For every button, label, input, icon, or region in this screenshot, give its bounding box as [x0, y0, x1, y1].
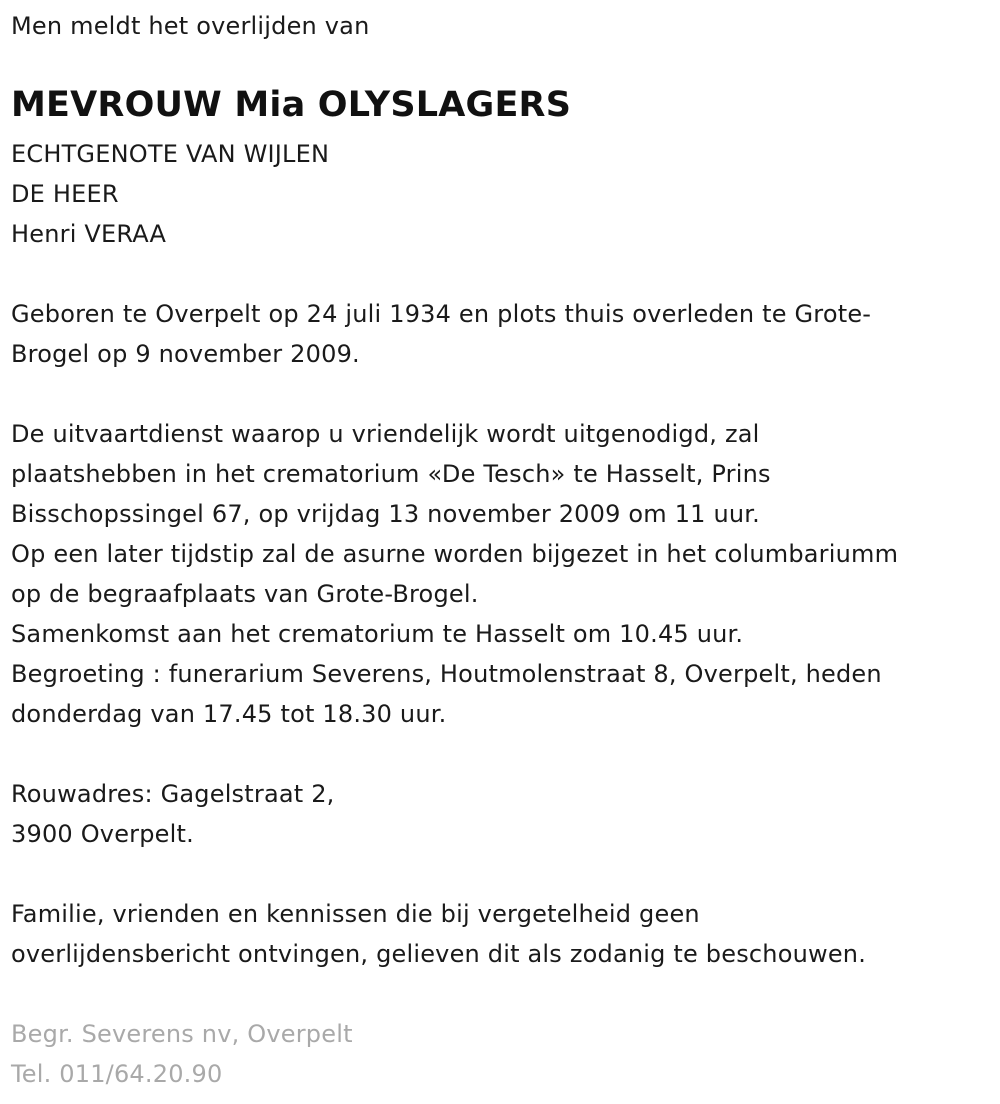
deceased-name: MEVROUW Mia OLYSLAGERS	[11, 85, 572, 125]
funeral-home-phone: Tel. 011/64.20.90	[11, 1060, 223, 1088]
spouse-line: DE HEER	[11, 180, 119, 208]
service-line: De uitvaartdienst waarop u vriendelijk wordt uitgenodigd, zal	[11, 420, 760, 448]
address-line: 3900 Overpelt.	[11, 820, 194, 848]
service-line: plaatshebben in het crematorium «De Tesch» te Hasselt, Prins	[11, 460, 771, 488]
funeral-home-name: Begr. Severens nv, Overpelt	[11, 1020, 353, 1048]
intro-text: Men meldt het overlijden van	[11, 12, 370, 40]
family-note-line: overlijdensbericht ontvingen, gelieven dit als zodanig te beschouwen.	[11, 940, 867, 968]
birth-death-paragraph	[11, 294, 871, 374]
service-line: Op een later tijdstip zal de asurne worden bijgezet in het columbariumm	[11, 540, 899, 568]
spouse-line: ECHTGENOTE VAN WIJLEN	[11, 140, 330, 168]
spouse-line: Henri VERAA	[11, 220, 167, 248]
birth-death-line: Brogel op 9 november 2009.	[11, 340, 360, 368]
address-line: Rouwadres: Gagelstraat 2,	[11, 780, 335, 808]
service-line: op de begraafplaats van Grote-Brogel.	[11, 580, 479, 608]
family-note	[11, 894, 866, 974]
family-note-line: Familie, vrienden en kennissen die bij vergetelheid geen	[11, 900, 700, 928]
birth-death-line: Geboren te Overpelt op 24 juli 1934 en plots thuis overleden te Grote-	[11, 300, 872, 328]
service-line: Samenkomst aan het crematorium te Hasselt om 10.45 uur.	[11, 620, 744, 648]
service-line: Begroeting : funerarium Severens, Houtmolenstraat 8, Overpelt, heden	[11, 660, 882, 688]
service-line: donderdag van 17.45 tot 18.30 uur.	[11, 700, 447, 728]
service-line: Bisschopssingel 67, op vrijdag 13 november 2009 om 11 uur.	[11, 500, 760, 528]
funeral-home-footer	[11, 1014, 353, 1094]
mourning-address	[11, 774, 335, 854]
funeral-service-paragraph	[11, 414, 898, 734]
spouse-block	[11, 134, 329, 254]
